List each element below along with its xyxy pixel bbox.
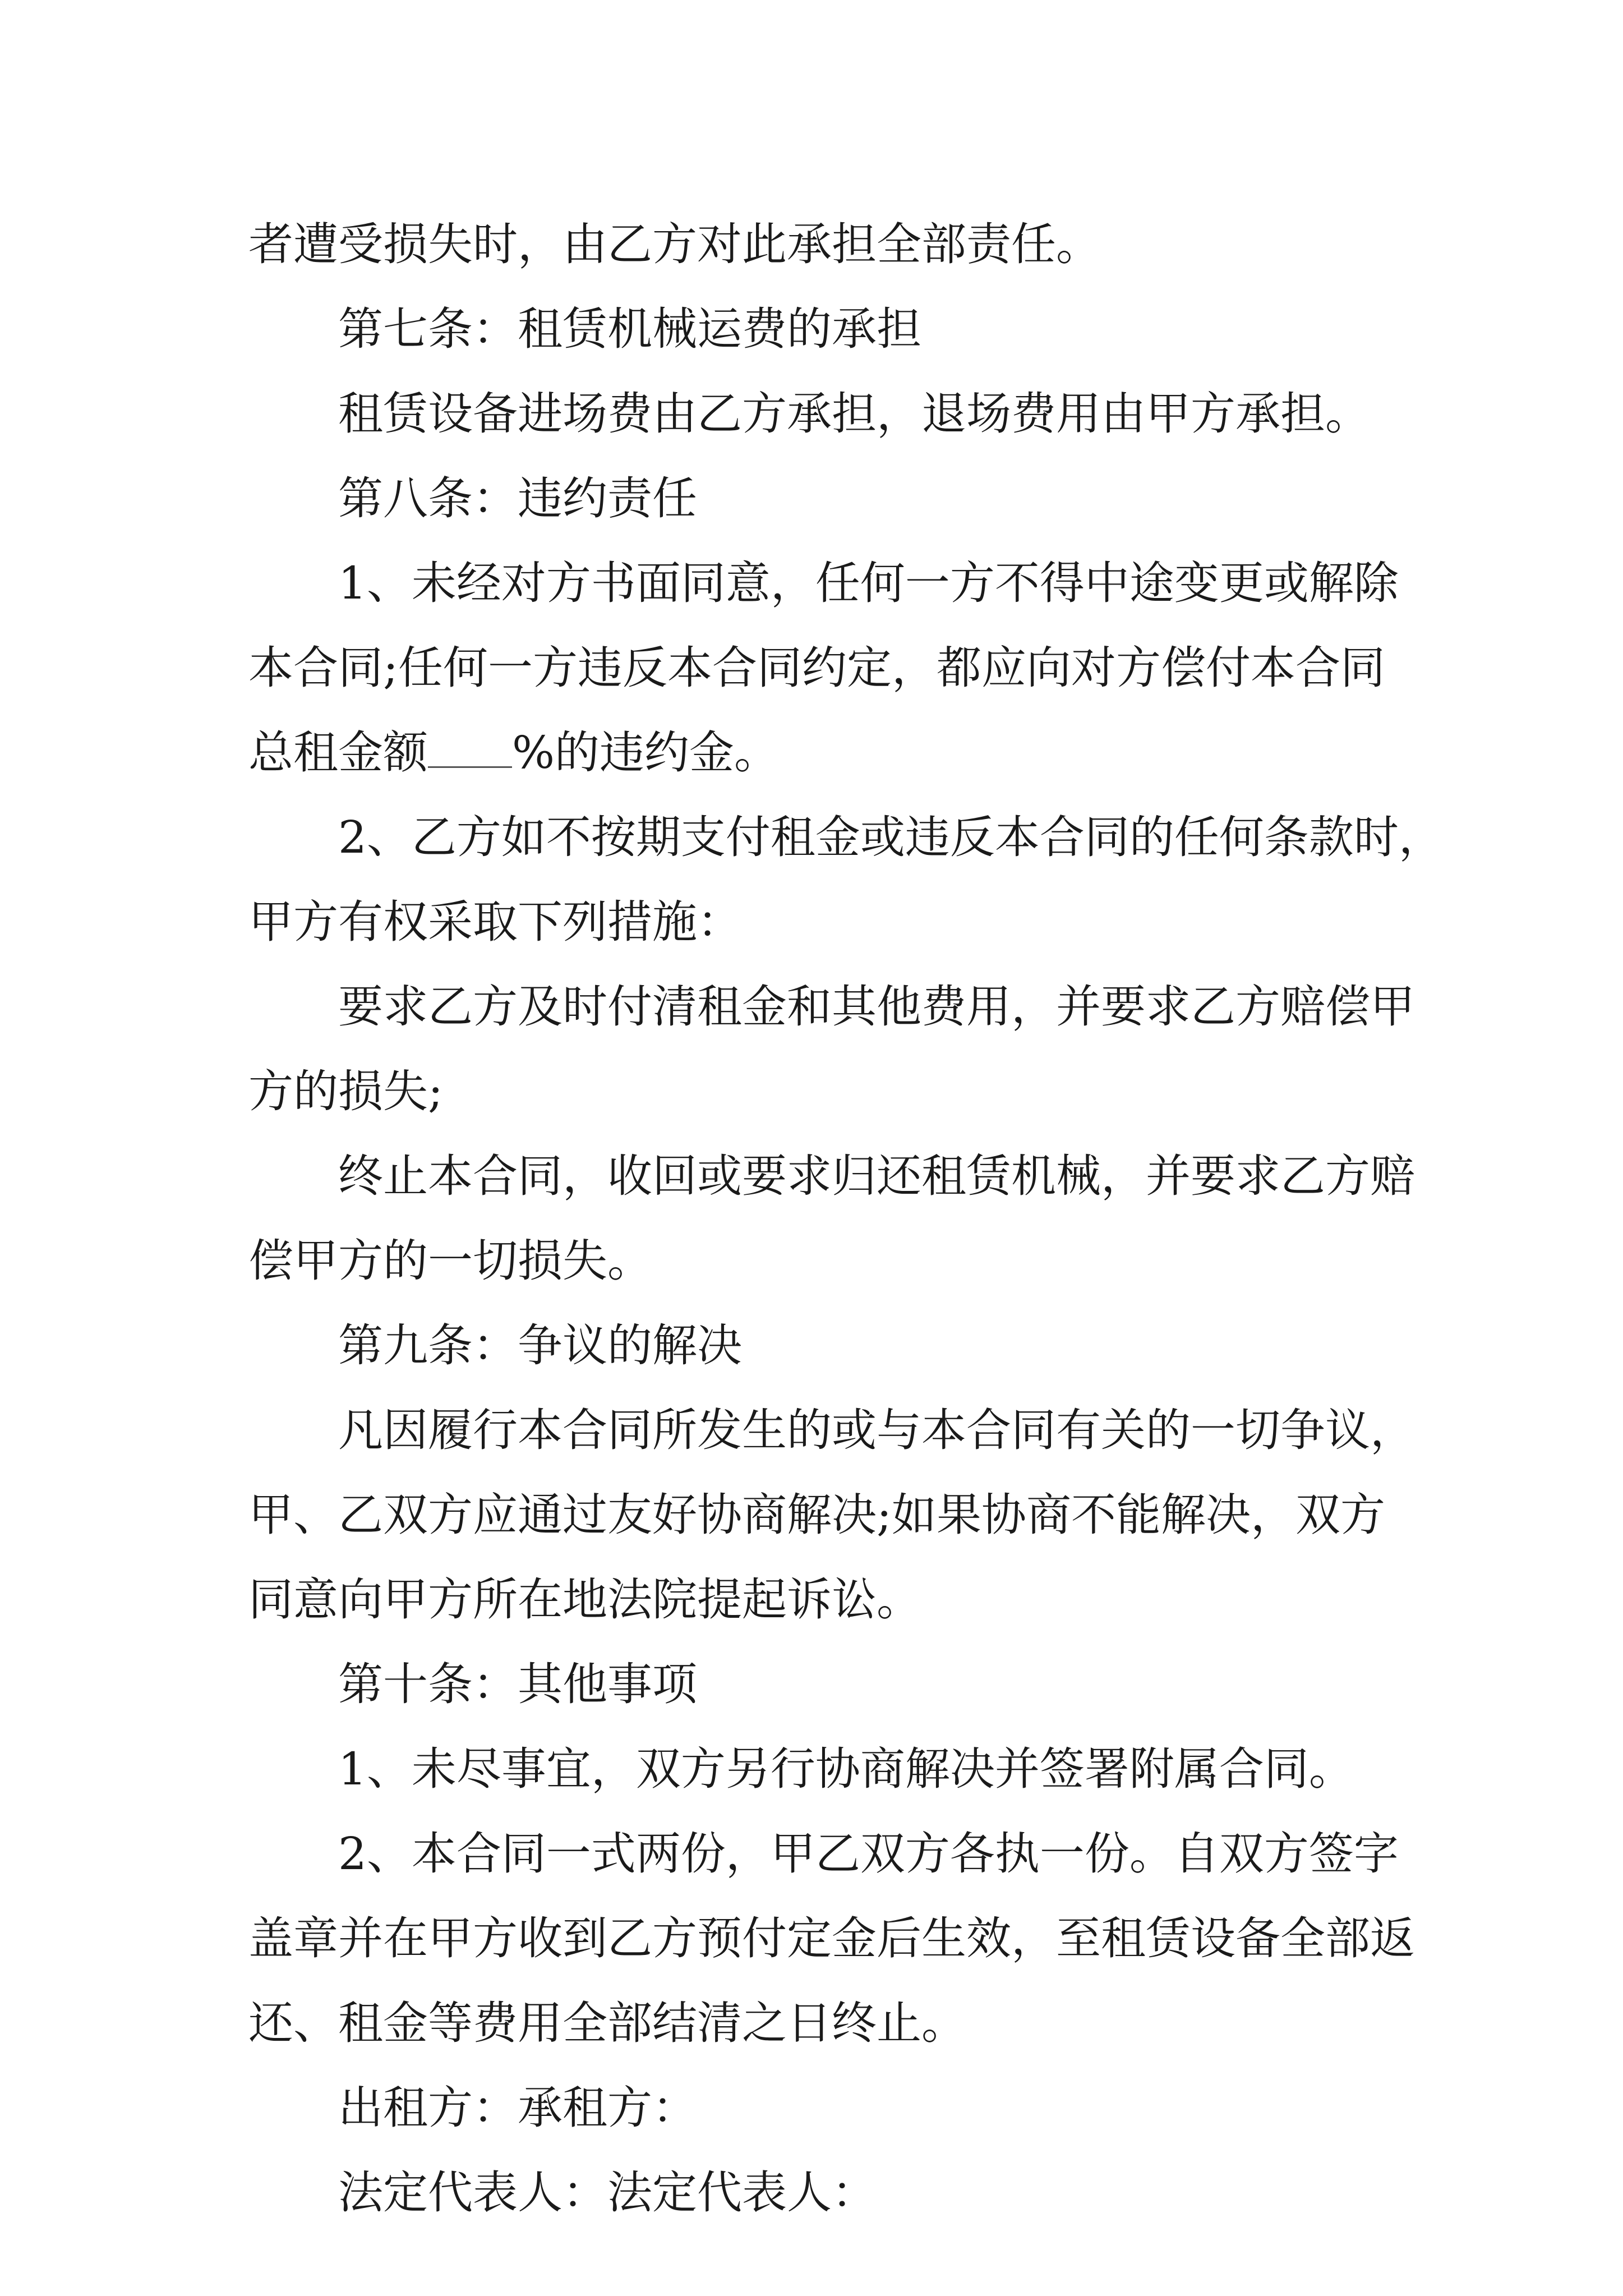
article-7-heading: 第七条：租赁机械运费的承担 xyxy=(338,303,921,355)
paragraph-line: 终止本合同，收回或要求归还租赁机械，并要求乙方赔 xyxy=(338,1150,1415,1202)
paragraph-line: 本合同;任何一方违反本合同约定，都应向对方偿付本合同 xyxy=(248,642,1385,694)
paragraph-line: 者遭受损失时，由乙方对此承担全部责任。 xyxy=(248,218,1101,270)
penalty-line xyxy=(248,710,1387,795)
paragraph-line: 1、未尽事宜，双方另行协商解决并签署附属合同。 xyxy=(338,1743,1354,1795)
paragraph-line: 凡因履行本合同所发生的或与本合同有关的一切争议， xyxy=(338,1404,1415,1456)
paragraph-line: 甲、乙双方应通过友好协商解决;如果协商不能解决，双方 xyxy=(248,1489,1385,1541)
penalty-suffix: %的违约金。 xyxy=(512,726,780,779)
document-body xyxy=(248,202,1444,2235)
paragraph-line: 盖章并在甲方收到乙方预付定金后生效，至租赁设备全部返 xyxy=(248,1912,1415,1964)
paragraph-line: 要求乙方及时付清租金和其他费用，并要求乙方赔偿甲 xyxy=(338,981,1415,1033)
paragraph-line: 同意向甲方所在地法院提起诉讼。 xyxy=(248,1573,921,1626)
article-9-heading: 第九条：争议的解决 xyxy=(338,1319,742,1372)
signature-parties: 出租方：承租方： xyxy=(338,2082,697,2134)
article-8-heading: 第八条：违约责任 xyxy=(338,472,697,524)
fill-in-blank xyxy=(428,733,512,768)
paragraph-line: 甲方有权采取下列措施： xyxy=(248,896,742,948)
signature-representatives: 法定代表人：法定代表人： xyxy=(338,2166,877,2219)
paragraph-line: 2、本合同一式两份，甲乙双方各执一份。自双方签字 xyxy=(338,1828,1399,1880)
penalty-label: 总租金额 xyxy=(248,726,428,779)
paragraph-line: 还、租金等费用全部结清之日终止。 xyxy=(248,1997,966,2049)
paragraph-line: 1、未经对方书面同意，任何一方不得中途变更或解除 xyxy=(338,557,1399,609)
paragraph-line: 租赁设备进场费由乙方承担，退场费用由甲方承担。 xyxy=(338,388,1370,440)
paragraph-line: 偿甲方的一切损失。 xyxy=(248,1235,652,1287)
article-10-heading: 第十条：其他事项 xyxy=(338,1658,697,1710)
paragraph-line: 方的损失; xyxy=(248,1065,443,1117)
paragraph-line: 2、乙方如不按期支付租金或违反本合同的任何条款时， xyxy=(338,811,1444,863)
